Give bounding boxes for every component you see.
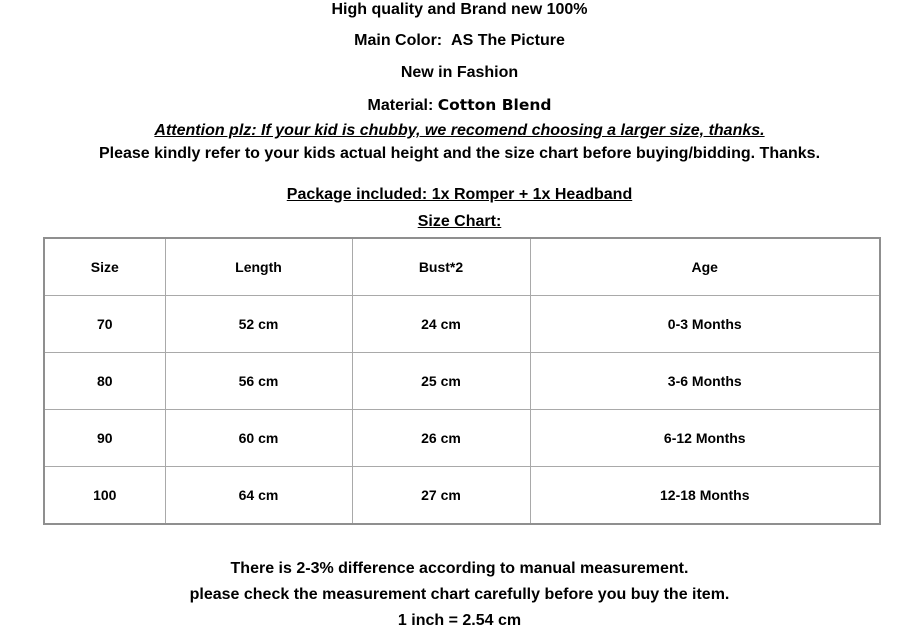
cell-size: 90 — [44, 410, 165, 467]
measurement-difference-note: There is 2-3% difference according to manual measurement. — [230, 560, 689, 577]
check-chart-note: please check the measurement chart carefully before you buy the item. — [189, 586, 730, 603]
attention-note: Attention plz: If your kid is chubby, we recomend choosing a larger size, thanks. — [154, 122, 765, 139]
table-header-row — [44, 238, 880, 296]
cell-bust: 26 cm — [352, 410, 530, 467]
size-chart-table — [43, 237, 881, 525]
inch-conversion-note: 1 inch = 2.54 cm — [397, 612, 522, 629]
cell-length: 52 cm — [165, 296, 352, 353]
cell-age: 12-18 Months — [530, 467, 880, 525]
header-length: Length — [165, 238, 352, 296]
refer-note: Please kindly refer to your kids actual height and the size chart before buying/bidding. Thanks. — [98, 145, 821, 162]
table-row — [44, 467, 880, 525]
main-color-value: AS The Picture — [451, 32, 565, 49]
cell-length: 60 cm — [165, 410, 352, 467]
cell-age: 6-12 Months — [530, 410, 880, 467]
material-label: Material: — [367, 97, 434, 114]
package-included: Package included: 1x Romper + 1x Headband — [286, 186, 633, 203]
size-chart-title: Size Chart: — [417, 213, 502, 230]
main-color-label: Main Color: — [354, 32, 443, 49]
main-color-line — [0, 31, 919, 51]
cell-length: 56 cm — [165, 353, 352, 410]
cell-size: 100 — [44, 467, 165, 525]
cell-age: 0-3 Months — [530, 296, 880, 353]
cell-bust: 25 cm — [352, 353, 530, 410]
header-size: Size — [44, 238, 165, 296]
header-bust: Bust*2 — [352, 238, 530, 296]
table-row — [44, 296, 880, 353]
table-row — [44, 353, 880, 410]
fashion-line: New in Fashion — [400, 64, 519, 81]
cell-bust: 27 cm — [352, 467, 530, 525]
header-age: Age — [530, 238, 880, 296]
cell-bust: 24 cm — [352, 296, 530, 353]
cell-size: 70 — [44, 296, 165, 353]
cell-size: 80 — [44, 353, 165, 410]
quality-line: High quality and Brand new 100% — [331, 1, 588, 18]
table-row — [44, 410, 880, 467]
cell-length: 64 cm — [165, 467, 352, 525]
material-line — [0, 95, 919, 116]
cell-age: 3-6 Months — [530, 353, 880, 410]
material-value: Cotton Blend — [437, 96, 552, 114]
